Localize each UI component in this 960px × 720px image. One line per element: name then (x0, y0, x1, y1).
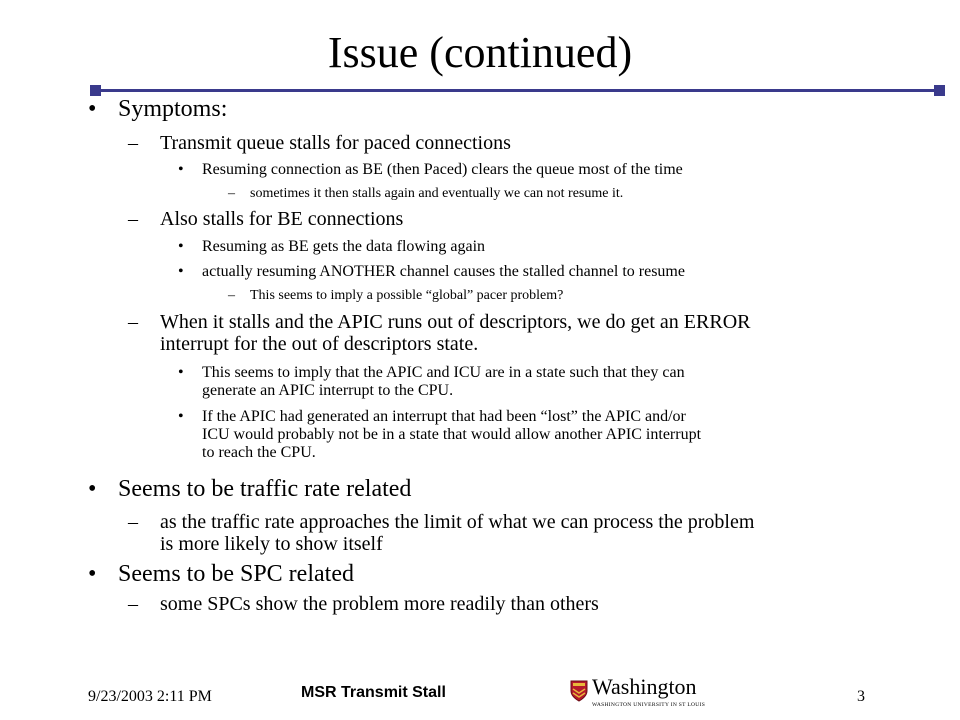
bullet-dot: • (178, 263, 184, 280)
bullet-text: actually resuming ANOTHER channel causes the stalled channel to resume (202, 263, 685, 280)
bullet-text-line: This seems to imply that the APIC and ICU are in a state such that they can (202, 364, 685, 381)
dash-mark: – (128, 132, 138, 154)
bullet-text: Symptoms: (118, 96, 228, 122)
bullet-dot: • (178, 238, 184, 255)
bullet-text-line: to reach the CPU. (202, 444, 316, 461)
bullet-dot: • (178, 161, 184, 178)
bullet-dot: • (178, 408, 184, 425)
university-logo (570, 674, 720, 710)
bullet-text: Transmit queue stalls for paced connections (160, 132, 511, 154)
bullet-text: some SPCs show the problem more readily than others (160, 593, 599, 615)
dash-mark: – (128, 208, 138, 230)
bullet-text-line: ICU would probably not be in a state that would allow another APIC interrupt (202, 426, 702, 443)
bullet-text: sometimes it then stalls again and eventually we can not resume it. (250, 186, 624, 201)
bullet-text: Resuming as BE gets the data flowing again (202, 238, 486, 255)
dash-mark: – (228, 288, 235, 303)
bullet-text-line: interrupt for the out of descriptors state. (160, 333, 479, 355)
bullet-text: Seems to be traffic rate related (118, 476, 412, 502)
bullet-text-line: as the traffic rate approaches the limit of what we can process the problem (160, 511, 755, 533)
dash-mark: – (128, 511, 138, 533)
bullet-text-line: If the APIC had generated an interrupt that had been “lost” the APIC and/or (202, 408, 686, 425)
bullet-text: Seems to be SPC related (118, 561, 354, 587)
logo-name: Washington (592, 674, 697, 699)
logo-subtitle: WASHINGTON UNIVERSITY IN ST LOUIS (592, 702, 706, 708)
page-number: 3 (857, 688, 865, 705)
dash-mark: – (228, 186, 235, 201)
bullet-text-line: is more likely to show itself (160, 533, 383, 555)
bullet-dot: • (88, 561, 97, 587)
dash-mark: – (128, 593, 138, 615)
bullet-dot: • (88, 476, 97, 502)
footer-title: MSR Transmit Stall (301, 684, 446, 701)
dash-mark: – (128, 311, 138, 333)
bullet-text: Also stalls for BE connections (160, 208, 404, 230)
bullet-text-line: generate an APIC interrupt to the CPU. (202, 382, 454, 399)
bullet-text: This seems to imply a possible “global” pacer problem? (250, 288, 564, 303)
bullet-dot: • (178, 364, 184, 381)
shield-icon (570, 680, 588, 702)
footer-date: 9/23/2003 2:11 PM (88, 688, 212, 705)
bullet-dot: • (88, 96, 97, 122)
bullet-text-line: When it stalls and the APIC runs out of descriptors, we do get an ERROR (160, 311, 751, 333)
bullet-text: Resuming connection as BE (then Paced) clears the queue most of the time (202, 161, 683, 178)
slide-title: Issue (continued) (327, 28, 633, 77)
